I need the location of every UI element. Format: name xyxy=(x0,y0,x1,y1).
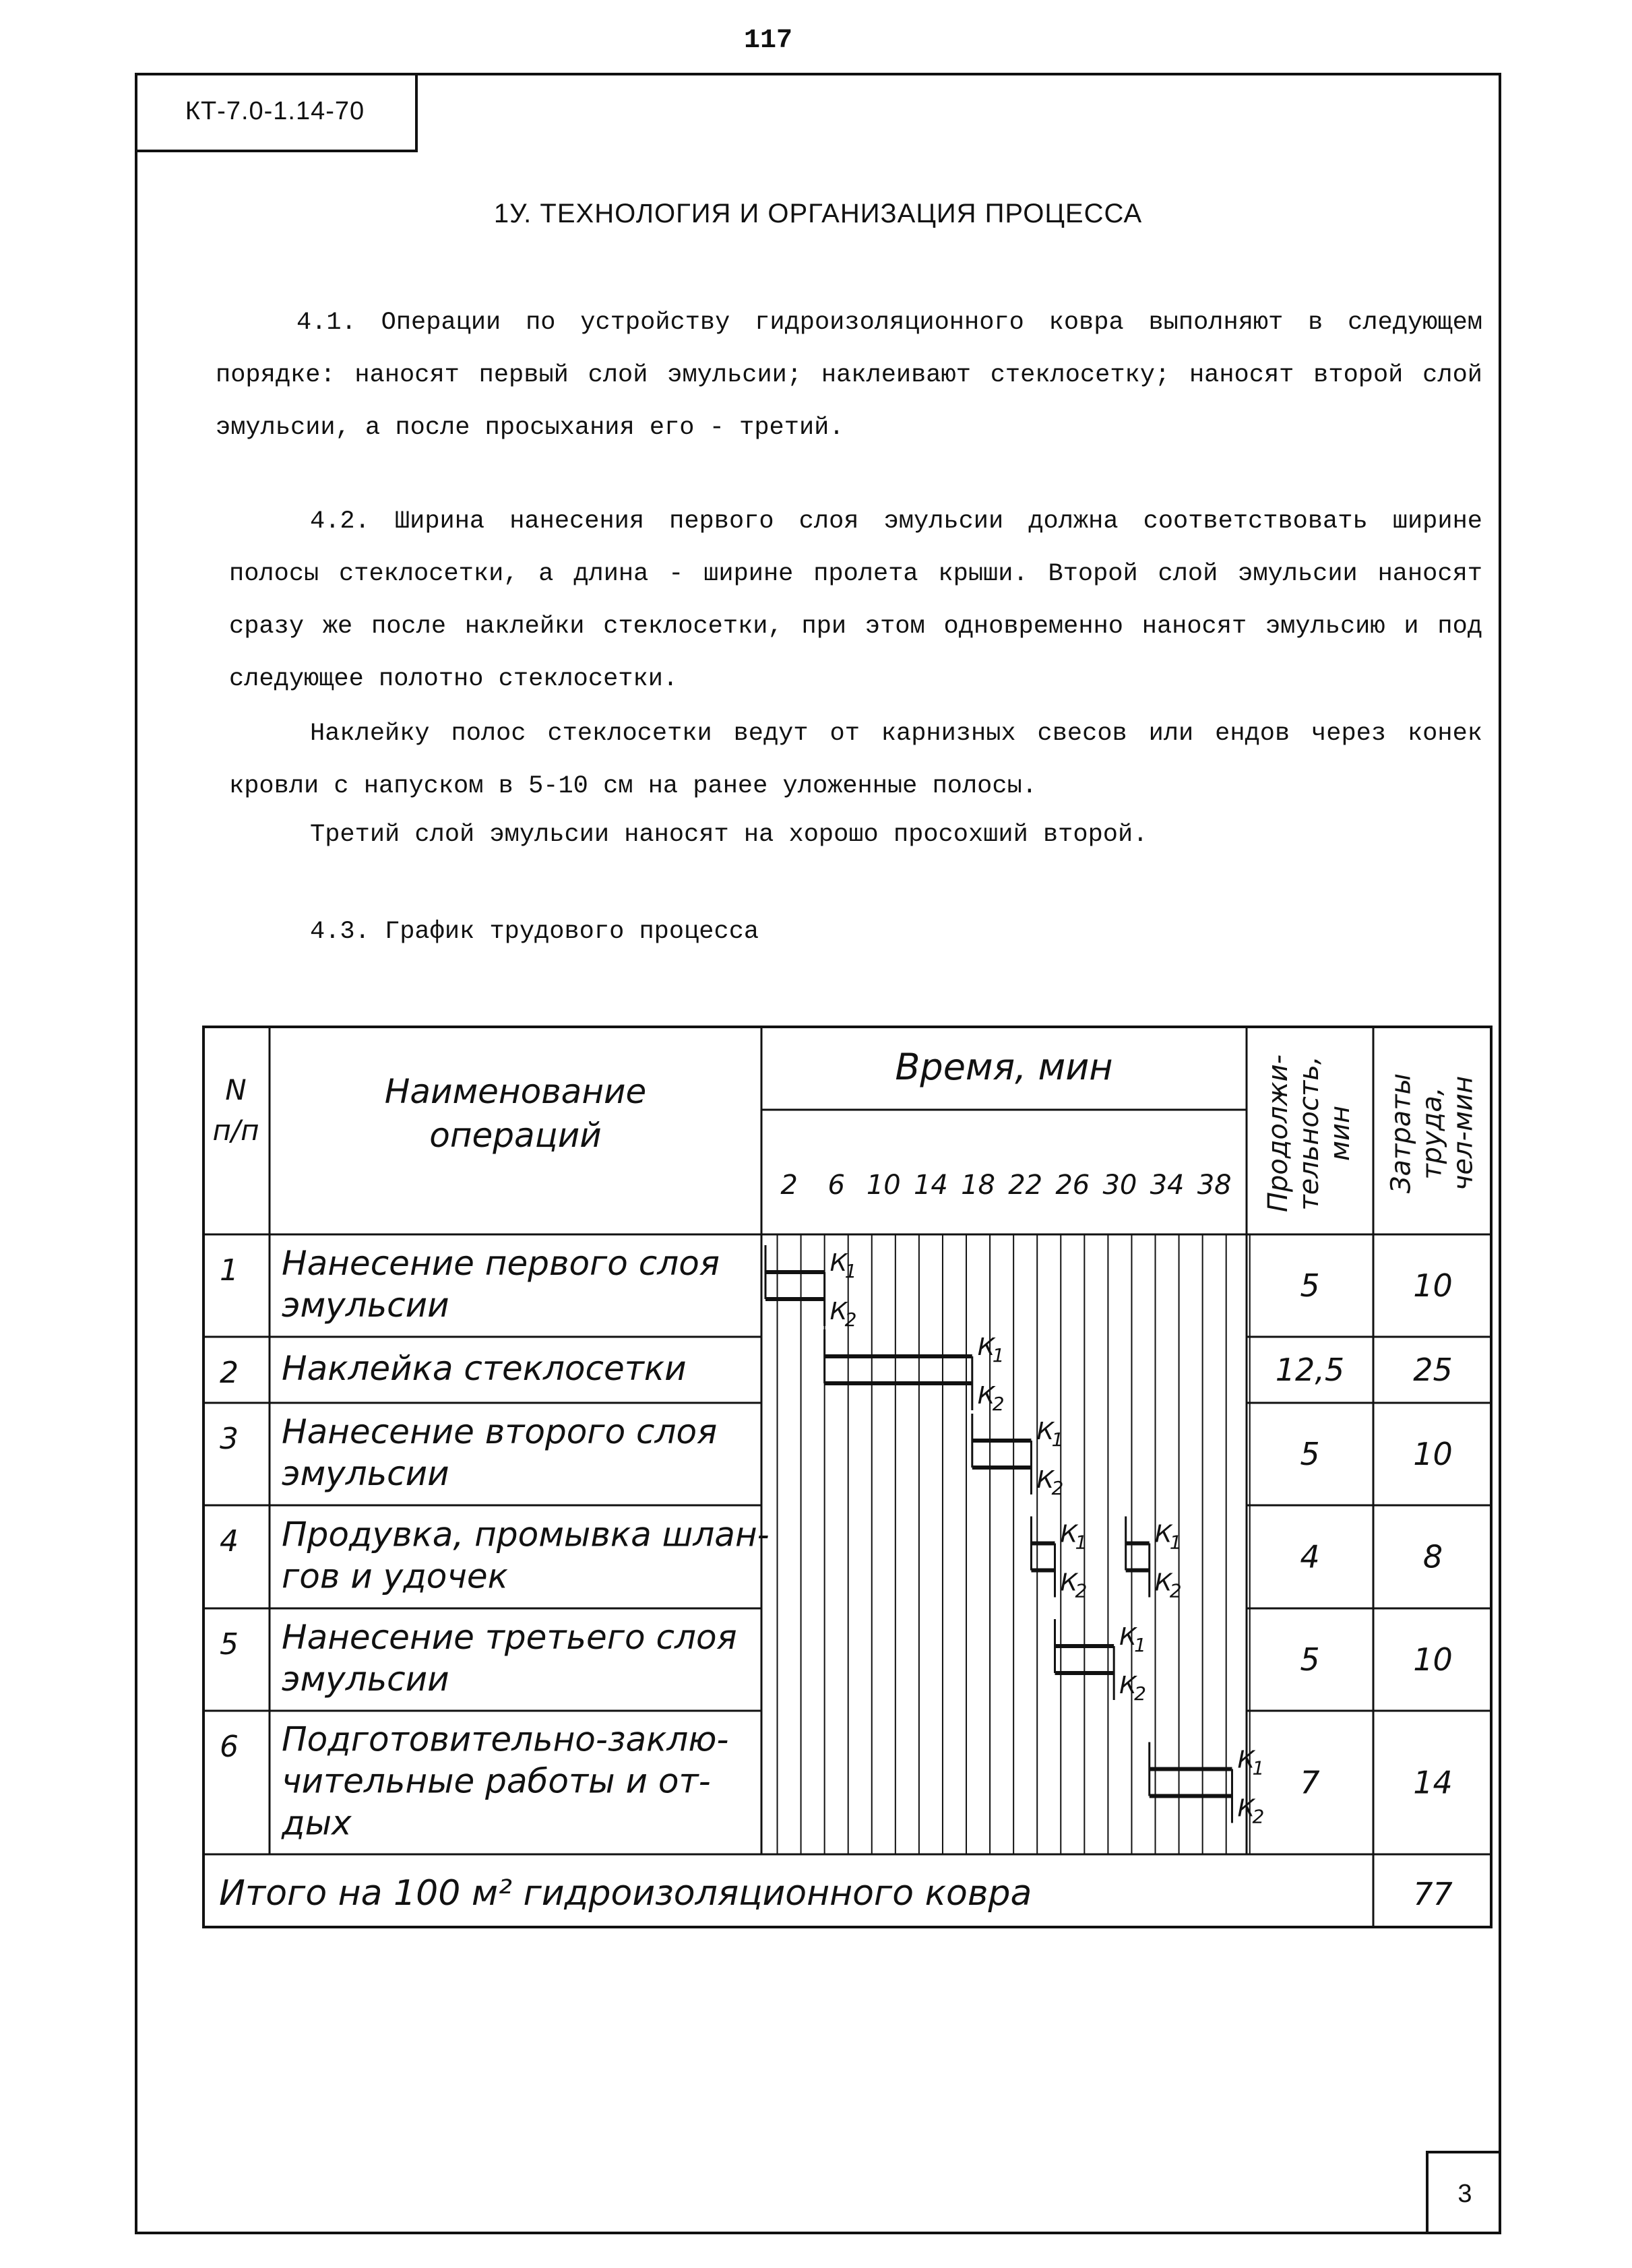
worker-label-subscript: 1 xyxy=(1134,1634,1146,1656)
row-duration: 7 xyxy=(1300,1764,1320,1801)
worker-label-subscript: 2 xyxy=(1134,1682,1146,1705)
row-labor: 10 xyxy=(1413,1436,1453,1472)
row-operation-name: Наклейка стеклосетки xyxy=(282,1349,687,1388)
worker-label: К xyxy=(1154,1520,1172,1548)
time-tick-label: 18 xyxy=(961,1170,996,1201)
row-duration: 5 xyxy=(1300,1267,1320,1304)
labor-schedule-table xyxy=(202,1026,1493,1928)
header-duration: Продолжи- xyxy=(1263,1054,1294,1213)
total-label: Итого на 100 м² гидроизоляционного ковра xyxy=(219,1873,1032,1914)
document-code: КТ-7.0-1.14-70 xyxy=(135,73,418,152)
row-duration: 5 xyxy=(1300,1436,1320,1472)
time-tick-label: 26 xyxy=(1055,1170,1090,1201)
worker-label: К xyxy=(1036,1466,1055,1494)
header-duration: тельность, xyxy=(1294,1056,1325,1211)
worker-label-subscript: 1 xyxy=(844,1260,857,1282)
time-tick-label: 34 xyxy=(1150,1170,1185,1201)
row-number: 1 xyxy=(220,1253,239,1288)
worker-label: К xyxy=(1060,1520,1078,1548)
paragraph-strips: Наклейку полос стеклосетки ведут от карнизных свесов или ендов через конек кровли с напуском в 5-10 см на ранее уложенные полосы. xyxy=(229,720,1482,800)
header-time: Время, мин xyxy=(895,1046,1113,1088)
worker-label-subscript: 1 xyxy=(1075,1531,1088,1554)
row-operation-name: Нанесение второго слоя xyxy=(282,1412,718,1451)
row-operation-name: Нанесение первого слоя xyxy=(282,1244,720,1283)
worker-label: К xyxy=(977,1382,995,1410)
worker-label: К xyxy=(1154,1569,1172,1597)
worker-label-subscript: 1 xyxy=(1252,1757,1265,1779)
gantt-bars xyxy=(765,1245,1264,1828)
row-duration: 5 xyxy=(1300,1641,1320,1678)
row-operation-name: эмульсии xyxy=(282,1454,449,1493)
row-operation-name: эмульсии xyxy=(282,1660,449,1699)
table-body xyxy=(219,1244,1453,1914)
worker-label: К xyxy=(829,1298,848,1325)
paragraph-third-layer: Третий слой эмульсии наносят на хорошо просохший второй. xyxy=(310,821,1148,849)
row-number: 4 xyxy=(220,1524,239,1558)
worker-label-subscript: 1 xyxy=(1051,1428,1064,1451)
row-operation-name: эмульсии xyxy=(282,1286,449,1325)
row-operation-name: Продувка, промывка шлан- xyxy=(282,1515,770,1554)
paragraph-4-2: 4.2. Ширина нанесения первого слоя эмульсии должна соответствовать ширине полосы стеклосетки, а длина - ширине пролета крыши. Второй слой эмульсии наносят сразу же после наклейки стеклосетки, при этом одновременно наносят эмульсию и под следующее полотно стеклосетки. xyxy=(229,507,1482,693)
worker-label-subscript: 1 xyxy=(1169,1531,1182,1554)
row-duration: 12,5 xyxy=(1275,1352,1345,1388)
row-number: 5 xyxy=(220,1627,239,1662)
time-tick-label: 2 xyxy=(780,1170,798,1201)
worker-label: К xyxy=(1119,1623,1137,1651)
row-operation-name: Подготовительно-заклю- xyxy=(282,1720,729,1759)
worker-label: К xyxy=(829,1249,848,1277)
header-name: Наименование xyxy=(384,1072,647,1111)
row-operation-name: гов и удочек xyxy=(282,1556,508,1596)
section-title: 1У. ТЕХНОЛОГИЯ И ОРГАНИЗАЦИЯ ПРОЦЕССА xyxy=(493,199,1143,228)
time-tick-label: 38 xyxy=(1197,1170,1232,1201)
sheet-number: 3 xyxy=(1426,2151,1501,2234)
worker-label-subscript: 2 xyxy=(1252,1805,1265,1828)
row-labor: 14 xyxy=(1413,1764,1453,1801)
worker-label-subscript: 2 xyxy=(1075,1579,1088,1602)
row-operation-name: Нанесение третьего слоя xyxy=(282,1618,737,1657)
row-labor: 10 xyxy=(1413,1641,1453,1678)
row-operation-name: чительные работы и от- xyxy=(282,1761,711,1801)
header-num: п/п xyxy=(212,1114,259,1147)
paragraph-4-1: 4.1. Операции по устройству гидроизоляционного ковра выполняют в следующем порядке: наносят первый слой эмульсии; наклеивают стеклосетку; наносят второй слой эмульсии, а после просыхания его - третий. xyxy=(216,309,1482,442)
row-labor: 10 xyxy=(1413,1267,1453,1304)
worker-label: К xyxy=(1036,1418,1055,1445)
row-number: 6 xyxy=(220,1730,239,1764)
header-labor: труда, xyxy=(1416,1087,1448,1180)
worker-label: К xyxy=(1237,1746,1255,1774)
time-tick-label: 30 xyxy=(1102,1170,1137,1201)
row-number: 2 xyxy=(220,1356,239,1390)
header-num: N xyxy=(225,1073,247,1106)
time-tick-label: 14 xyxy=(913,1170,948,1201)
time-tick-label: 6 xyxy=(827,1170,845,1201)
worker-label: К xyxy=(1237,1794,1255,1823)
row-number: 3 xyxy=(220,1422,239,1456)
time-tick-label: 22 xyxy=(1008,1170,1043,1201)
header-labor: Затраты xyxy=(1385,1073,1417,1194)
worker-label-subscript: 2 xyxy=(844,1309,857,1331)
worker-label-subscript: 2 xyxy=(1169,1579,1182,1602)
row-labor: 25 xyxy=(1413,1352,1453,1388)
worker-label-subscript: 2 xyxy=(1051,1477,1064,1499)
worker-label: К xyxy=(1119,1672,1137,1699)
row-labor: 8 xyxy=(1422,1538,1443,1575)
page-number: 117 xyxy=(743,26,792,56)
worker-label-subscript: 1 xyxy=(992,1344,1005,1366)
row-duration: 4 xyxy=(1300,1538,1320,1575)
header-duration: мин xyxy=(1325,1105,1356,1162)
header-labor: чел-мин xyxy=(1447,1075,1479,1191)
worker-label-subscript: 2 xyxy=(992,1393,1005,1415)
header-name: операций xyxy=(429,1116,602,1155)
row-operation-name: дых xyxy=(282,1803,352,1843)
worker-label: К xyxy=(1060,1569,1078,1597)
graph-title: 4.3. График трудового процесса xyxy=(310,918,759,946)
worker-label: К xyxy=(977,1333,995,1361)
table-header xyxy=(212,1046,1478,1212)
total-value: 77 xyxy=(1413,1876,1453,1912)
time-tick-label: 10 xyxy=(866,1170,901,1201)
